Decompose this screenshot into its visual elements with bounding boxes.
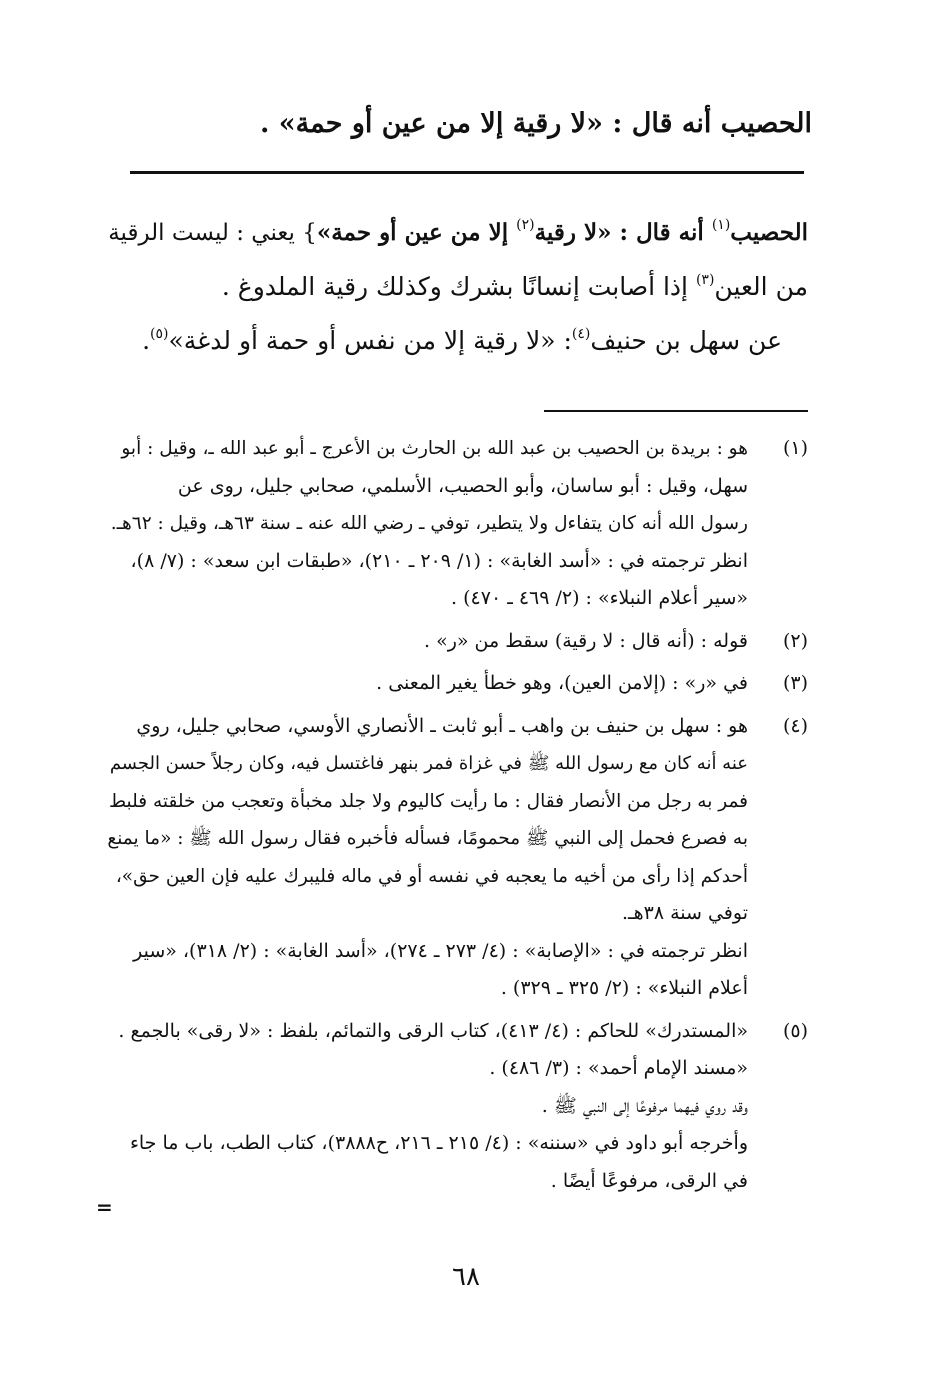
body-quote: أنه قال : «لا رقية: [534, 219, 712, 246]
footnote-line: وأخرجه أبو داود في «سننه» : (٤/ ٢١٥ ـ ٢١٦، ح٣٨٨٨)، كتاب الطب، باب ما جاء: [129, 1132, 748, 1154]
footnote-line: انظر ترجمته في : «أسد الغابة» : (١/ ٢٠٩ ـ ٢١٠)، «طبقات ابن سعد» : (٧/ ٨)،: [130, 549, 748, 572]
footnote-number: (٥): [782, 1019, 808, 1042]
footnote-line: عنه أنه كان مع رسول الله ﷺ في غزاة فمر بنهر فاغتسل فيه، وكان رجلاً حسن الجسم: [109, 753, 748, 774]
footnote-line: «مسند الإمام أحمد» : (٣/ ٤٨٦) .: [489, 1057, 748, 1079]
continuation-mark: =: [96, 1195, 113, 1219]
body-text-segment: : «لا رقية إلا من نفس أو حمة أو لدغة»: [168, 326, 572, 355]
footnote-ref-4[interactable]: (٤): [571, 325, 591, 342]
footnote-line: رسول الله أنه كان يتفاءل ولا يتطير، توفي ـ رضي الله عنه ـ سنة ٦٣هـ، وقيل : ٦٢هـ.: [110, 513, 748, 534]
footnote-line: في الرقى، مرفوعًا أيضًا .: [550, 1169, 748, 1192]
footnotes: [108, 430, 808, 1205]
body-term: الحصيب: [730, 219, 808, 246]
running-header: الحصيب أنه قال : «لا رقية إلا من عين أو حمة» .: [260, 108, 812, 139]
main-text-line-2: [108, 260, 808, 314]
footnote-number: (١): [782, 437, 808, 459]
footnote-number: (٢): [782, 629, 808, 652]
footnote-4: [108, 708, 808, 1008]
main-text-line-3: [108, 314, 808, 368]
footnote-number: (٣): [782, 672, 808, 694]
footnote-line: في «ر» : (إلامن العين)، وهو خطأ يغير المعنى .: [376, 672, 748, 694]
page-number: ٦٨: [452, 1262, 480, 1292]
footnote-1: [108, 430, 808, 618]
body-commentary: } يعني : ليست الرقية: [108, 220, 317, 246]
footnote-number: (٤): [782, 714, 808, 737]
footnote-line: وقد روي فيهما مرفوعًا إلى النبي ﷺ .: [541, 1094, 748, 1117]
footnote-ref-1[interactable]: (١): [711, 217, 731, 234]
body-quote-end: إلا من عين أو حمة»: [316, 219, 517, 246]
footnote-5: [108, 1013, 808, 1201]
main-text: [108, 206, 808, 368]
body-text-segment: عن سهل بن حنيف: [590, 326, 782, 355]
footnote-separator: [544, 410, 808, 412]
footnote-line: قوله : (أنه قال : لا رقية) سقط من «ر» .: [423, 629, 748, 652]
main-text-line-1: [108, 206, 808, 260]
footnote-line: به فصرع فحمل إلى النبي ﷺ محمومًا، فسأله فأخبره فقال رسول الله ﷺ : «ما يمنع: [107, 828, 748, 849]
footnote-line: هو : سهل بن حنيف بن واهب ـ أبو ثابت ـ الأنصاري الأوسي، صحابي جليل، روي: [136, 714, 748, 737]
footnote-line: أحدكم إذا رأى من أخيه ما يعجبه في نفسه أو في ماله فليبرك عليه فإن العين حق»،: [115, 865, 748, 887]
footnote-line: «المستدرك» للحاكم : (٤/ ٤١٣)، كتاب الرقى والتمائم، بلفظ : «لا رقى» بالجمع .: [118, 1019, 748, 1042]
footnote-line: سهل، وقيل : أبو ساسان، وأبو الحصيب، الأسلمي، صحابي جليل، روى عن: [177, 474, 748, 497]
footnote-3: [108, 665, 808, 703]
footnote-2: [108, 623, 808, 661]
footnote-ref-2[interactable]: (٢): [516, 217, 535, 234]
footnote-ref-3[interactable]: (٣): [695, 271, 715, 288]
footnote-ref-5[interactable]: (٥): [150, 325, 169, 342]
footnote-line: «سير أعلام النبلاء» : (٢/ ٤٦٩ ـ ٤٧٠) .: [451, 587, 748, 609]
footnote-line: أعلام النبلاء» : (٢/ ٣٢٥ ـ ٣٢٩) .: [500, 977, 748, 999]
footnote-line: انظر ترجمته في : «الإصابة» : (٤/ ٢٧٣ ـ ٢٧٤)، «أسد الغابة» : (٢/ ٣١٨)، «سير: [133, 939, 748, 962]
body-text-segment: من العين: [714, 272, 808, 301]
body-text-segment: إذا أصابت إنسانًا بشرك وكذلك رقية الملدوغ .: [221, 272, 696, 301]
footnote-line: توفي سنة ٣٨هـ.: [621, 902, 748, 924]
footnote-line: هو : بريدة بن الحصيب بن عبد الله بن الحارث بن الأعرج ـ أبو عبد الله ـ، وقيل : أبو: [121, 438, 748, 459]
body-text-segment: .: [142, 326, 151, 355]
header-rule: [130, 171, 804, 174]
footnote-line: فمر به رجل من الأنصار فقال : ما رأيت كاليوم ولا جلد مخبأة وتعجب من خلقته فلبط: [108, 790, 748, 812]
